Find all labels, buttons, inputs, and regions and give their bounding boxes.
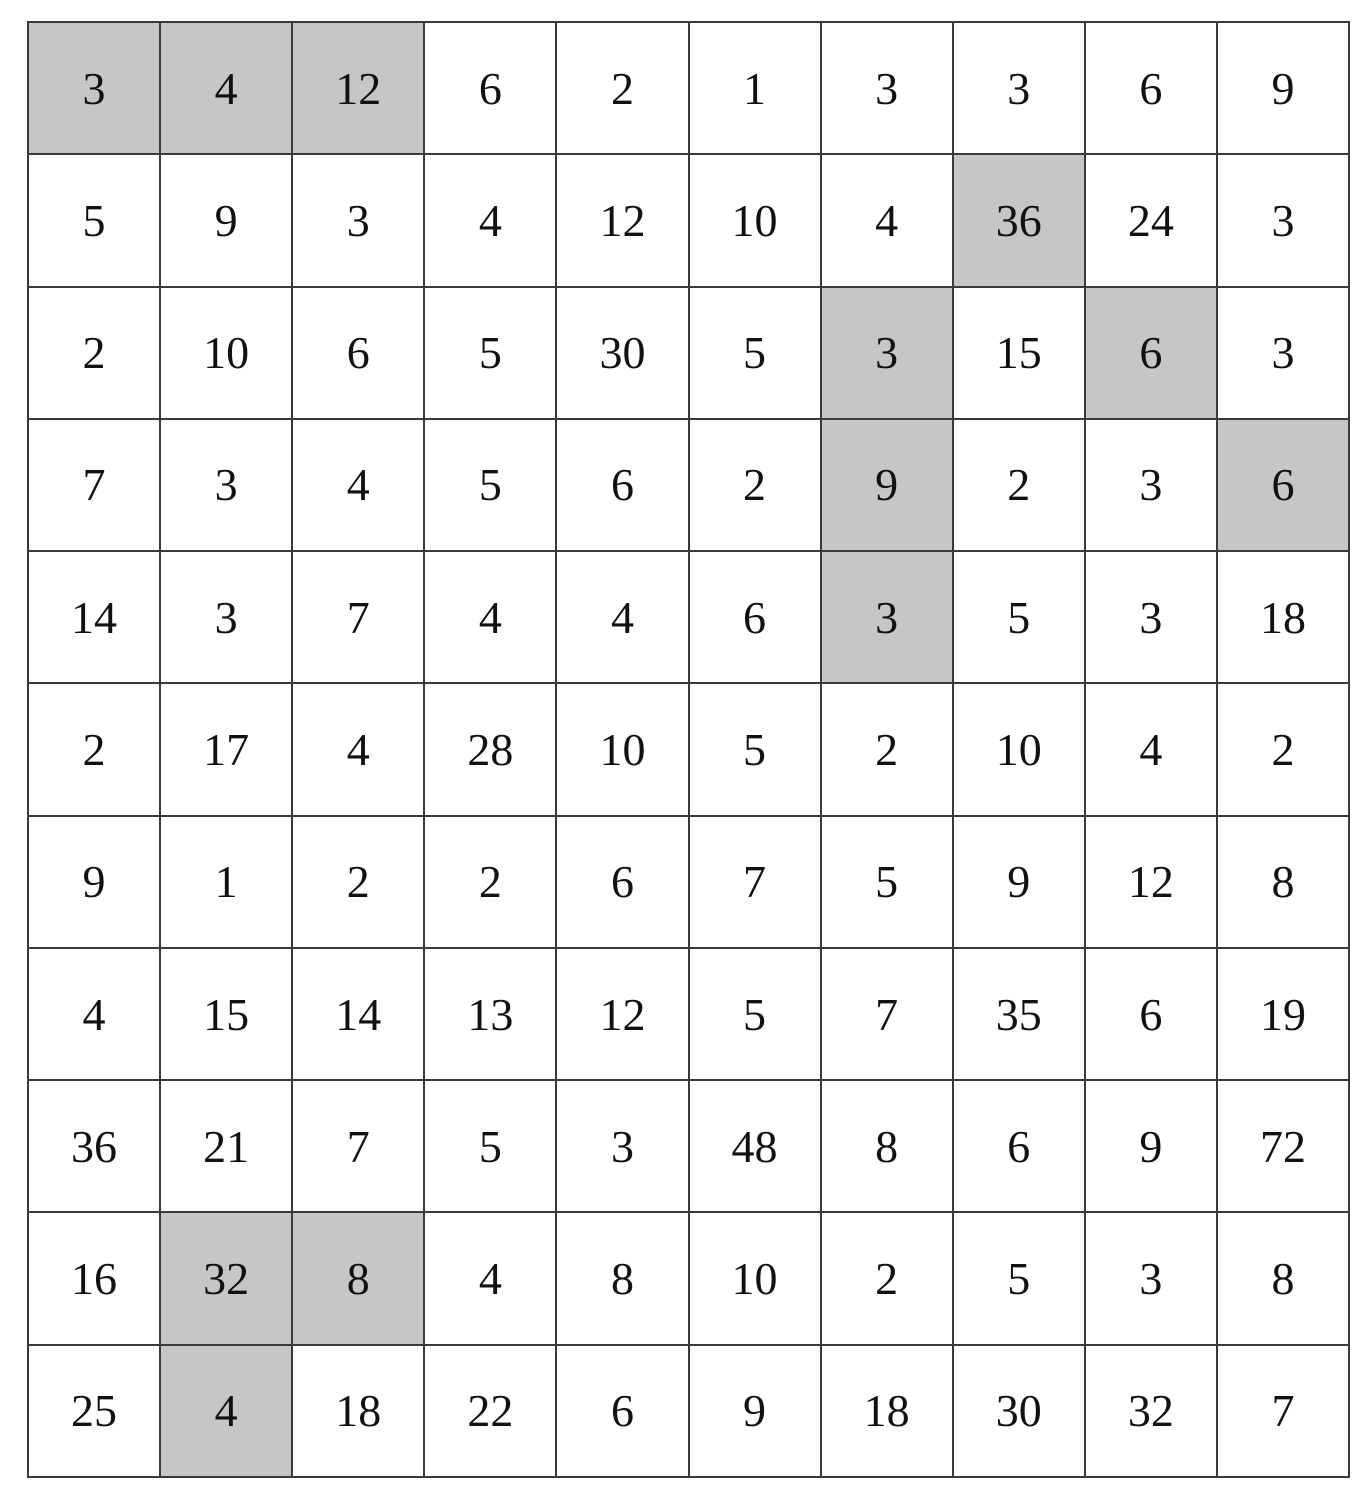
grid-cell-r4-c4[interactable]: 5	[425, 420, 557, 552]
grid-cell-r6-c6[interactable]: 5	[690, 684, 822, 816]
grid-cell-r4-c1[interactable]: 7	[29, 420, 161, 552]
grid-cell-r11-c4[interactable]: 22	[425, 1346, 557, 1478]
grid-cell-r11-c7[interactable]: 18	[822, 1346, 954, 1478]
grid-cell-r8-c7[interactable]: 7	[822, 949, 954, 1081]
grid-cell-r7-c10[interactable]: 8	[1218, 817, 1350, 949]
grid-cell-r10-c4[interactable]: 4	[425, 1213, 557, 1345]
grid-cell-r10-c9[interactable]: 3	[1086, 1213, 1218, 1345]
grid-cell-r5-c1[interactable]: 14	[29, 552, 161, 684]
grid-cell-r3-c9[interactable]: 6	[1086, 288, 1218, 420]
grid-cell-r5-c10[interactable]: 18	[1218, 552, 1350, 684]
grid-cell-r3-c2[interactable]: 10	[161, 288, 293, 420]
grid-cell-r1-c6[interactable]: 1	[690, 23, 822, 155]
grid-cell-r5-c7[interactable]: 3	[822, 552, 954, 684]
grid-cell-r10-c8[interactable]: 5	[954, 1213, 1086, 1345]
grid-cell-r5-c8[interactable]: 5	[954, 552, 1086, 684]
grid-cell-r7-c3[interactable]: 2	[293, 817, 425, 949]
grid-cell-r11-c6[interactable]: 9	[690, 1346, 822, 1478]
grid-cell-r10-c6[interactable]: 10	[690, 1213, 822, 1345]
grid-cell-r1-c7[interactable]: 3	[822, 23, 954, 155]
grid-cell-r9-c2[interactable]: 21	[161, 1081, 293, 1213]
grid-cell-r8-c1[interactable]: 4	[29, 949, 161, 1081]
grid-cell-r5-c3[interactable]: 7	[293, 552, 425, 684]
grid-cell-r6-c2[interactable]: 17	[161, 684, 293, 816]
grid-cell-r2-c10[interactable]: 3	[1218, 155, 1350, 287]
grid-cell-r11-c1[interactable]: 25	[29, 1346, 161, 1478]
grid-cell-r9-c8[interactable]: 6	[954, 1081, 1086, 1213]
grid-cell-r3-c3[interactable]: 6	[293, 288, 425, 420]
grid-cell-r7-c7[interactable]: 5	[822, 817, 954, 949]
grid-cell-r10-c3[interactable]: 8	[293, 1213, 425, 1345]
grid-cell-r6-c5[interactable]: 10	[557, 684, 689, 816]
grid-cell-r7-c8[interactable]: 9	[954, 817, 1086, 949]
grid-cell-r8-c8[interactable]: 35	[954, 949, 1086, 1081]
grid-cell-r2-c7[interactable]: 4	[822, 155, 954, 287]
grid-cell-r9-c6[interactable]: 48	[690, 1081, 822, 1213]
grid-cell-r4-c5[interactable]: 6	[557, 420, 689, 552]
grid-cell-r2-c6[interactable]: 10	[690, 155, 822, 287]
grid-cell-r4-c10[interactable]: 6	[1218, 420, 1350, 552]
grid-cell-r1-c2[interactable]: 4	[161, 23, 293, 155]
grid-cell-r8-c10[interactable]: 19	[1218, 949, 1350, 1081]
grid-cell-r1-c8[interactable]: 3	[954, 23, 1086, 155]
grid-cell-r8-c9[interactable]: 6	[1086, 949, 1218, 1081]
number-grid	[27, 21, 1350, 1478]
grid-cell-r11-c10[interactable]: 7	[1218, 1346, 1350, 1478]
grid-cell-r2-c5[interactable]: 12	[557, 155, 689, 287]
grid-cell-r5-c2[interactable]: 3	[161, 552, 293, 684]
grid-cell-r2-c4[interactable]: 4	[425, 155, 557, 287]
grid-cell-r7-c5[interactable]: 6	[557, 817, 689, 949]
grid-cell-r10-c5[interactable]: 8	[557, 1213, 689, 1345]
grid-cell-r6-c9[interactable]: 4	[1086, 684, 1218, 816]
grid-cell-r5-c5[interactable]: 4	[557, 552, 689, 684]
grid-cell-r1-c5[interactable]: 2	[557, 23, 689, 155]
grid-cell-r1-c9[interactable]: 6	[1086, 23, 1218, 155]
grid-cell-r7-c4[interactable]: 2	[425, 817, 557, 949]
grid-cell-r6-c4[interactable]: 28	[425, 684, 557, 816]
grid-cell-r3-c6[interactable]: 5	[690, 288, 822, 420]
grid-cell-r8-c4[interactable]: 13	[425, 949, 557, 1081]
grid-cell-r4-c8[interactable]: 2	[954, 420, 1086, 552]
grid-cell-r7-c9[interactable]: 12	[1086, 817, 1218, 949]
grid-cell-r8-c5[interactable]: 12	[557, 949, 689, 1081]
grid-cell-r6-c3[interactable]: 4	[293, 684, 425, 816]
grid-cell-r2-c2[interactable]: 9	[161, 155, 293, 287]
grid-cell-r10-c7[interactable]: 2	[822, 1213, 954, 1345]
grid-cell-r3-c7[interactable]: 3	[822, 288, 954, 420]
grid-cell-r3-c8[interactable]: 15	[954, 288, 1086, 420]
grid-cell-r6-c8[interactable]: 10	[954, 684, 1086, 816]
grid-cell-r5-c4[interactable]: 4	[425, 552, 557, 684]
grid-cell-r8-c3[interactable]: 14	[293, 949, 425, 1081]
grid-cell-r9-c5[interactable]: 3	[557, 1081, 689, 1213]
grid-cell-r1-c4[interactable]: 6	[425, 23, 557, 155]
grid-cell-r9-c7[interactable]: 8	[822, 1081, 954, 1213]
grid-cell-r6-c1[interactable]: 2	[29, 684, 161, 816]
grid-cell-r10-c1[interactable]: 16	[29, 1213, 161, 1345]
grid-cell-r2-c9[interactable]: 24	[1086, 155, 1218, 287]
grid-cell-r4-c3[interactable]: 4	[293, 420, 425, 552]
grid-cell-r1-c10[interactable]: 9	[1218, 23, 1350, 155]
grid-cell-r2-c1[interactable]: 5	[29, 155, 161, 287]
grid-cell-r6-c10[interactable]: 2	[1218, 684, 1350, 816]
grid-cell-r5-c9[interactable]: 3	[1086, 552, 1218, 684]
grid-cell-r7-c1[interactable]: 9	[29, 817, 161, 949]
grid-cell-r9-c9[interactable]: 9	[1086, 1081, 1218, 1213]
grid-cell-r7-c6[interactable]: 7	[690, 817, 822, 949]
grid-cell-r9-c1[interactable]: 36	[29, 1081, 161, 1213]
grid-cell-r10-c2[interactable]: 32	[161, 1213, 293, 1345]
grid-cell-r6-c7[interactable]: 2	[822, 684, 954, 816]
grid-cell-r11-c2[interactable]: 4	[161, 1346, 293, 1478]
grid-cell-r8-c6[interactable]: 5	[690, 949, 822, 1081]
grid-cell-r3-c10[interactable]: 3	[1218, 288, 1350, 420]
grid-cell-r4-c9[interactable]: 3	[1086, 420, 1218, 552]
grid-cell-r11-c9[interactable]: 32	[1086, 1346, 1218, 1478]
grid-cell-r4-c6[interactable]: 2	[690, 420, 822, 552]
grid-cell-r3-c1[interactable]: 2	[29, 288, 161, 420]
grid-cell-r11-c5[interactable]: 6	[557, 1346, 689, 1478]
grid-cell-r1-c3[interactable]: 12	[293, 23, 425, 155]
grid-cell-r4-c7[interactable]: 9	[822, 420, 954, 552]
grid-cell-r3-c4[interactable]: 5	[425, 288, 557, 420]
grid-cell-r9-c10[interactable]: 72	[1218, 1081, 1350, 1213]
grid-cell-r5-c6[interactable]: 6	[690, 552, 822, 684]
grid-cell-r7-c2[interactable]: 1	[161, 817, 293, 949]
grid-cell-r2-c3[interactable]: 3	[293, 155, 425, 287]
grid-cell-r10-c10[interactable]: 8	[1218, 1213, 1350, 1345]
grid-cell-r11-c3[interactable]: 18	[293, 1346, 425, 1478]
grid-cell-r3-c5[interactable]: 30	[557, 288, 689, 420]
grid-cell-r9-c4[interactable]: 5	[425, 1081, 557, 1213]
grid-cell-r11-c8[interactable]: 30	[954, 1346, 1086, 1478]
grid-cell-r8-c2[interactable]: 15	[161, 949, 293, 1081]
grid-cell-r4-c2[interactable]: 3	[161, 420, 293, 552]
grid-cell-r1-c1[interactable]: 3	[29, 23, 161, 155]
grid-cell-r2-c8[interactable]: 36	[954, 155, 1086, 287]
grid-cell-r9-c3[interactable]: 7	[293, 1081, 425, 1213]
